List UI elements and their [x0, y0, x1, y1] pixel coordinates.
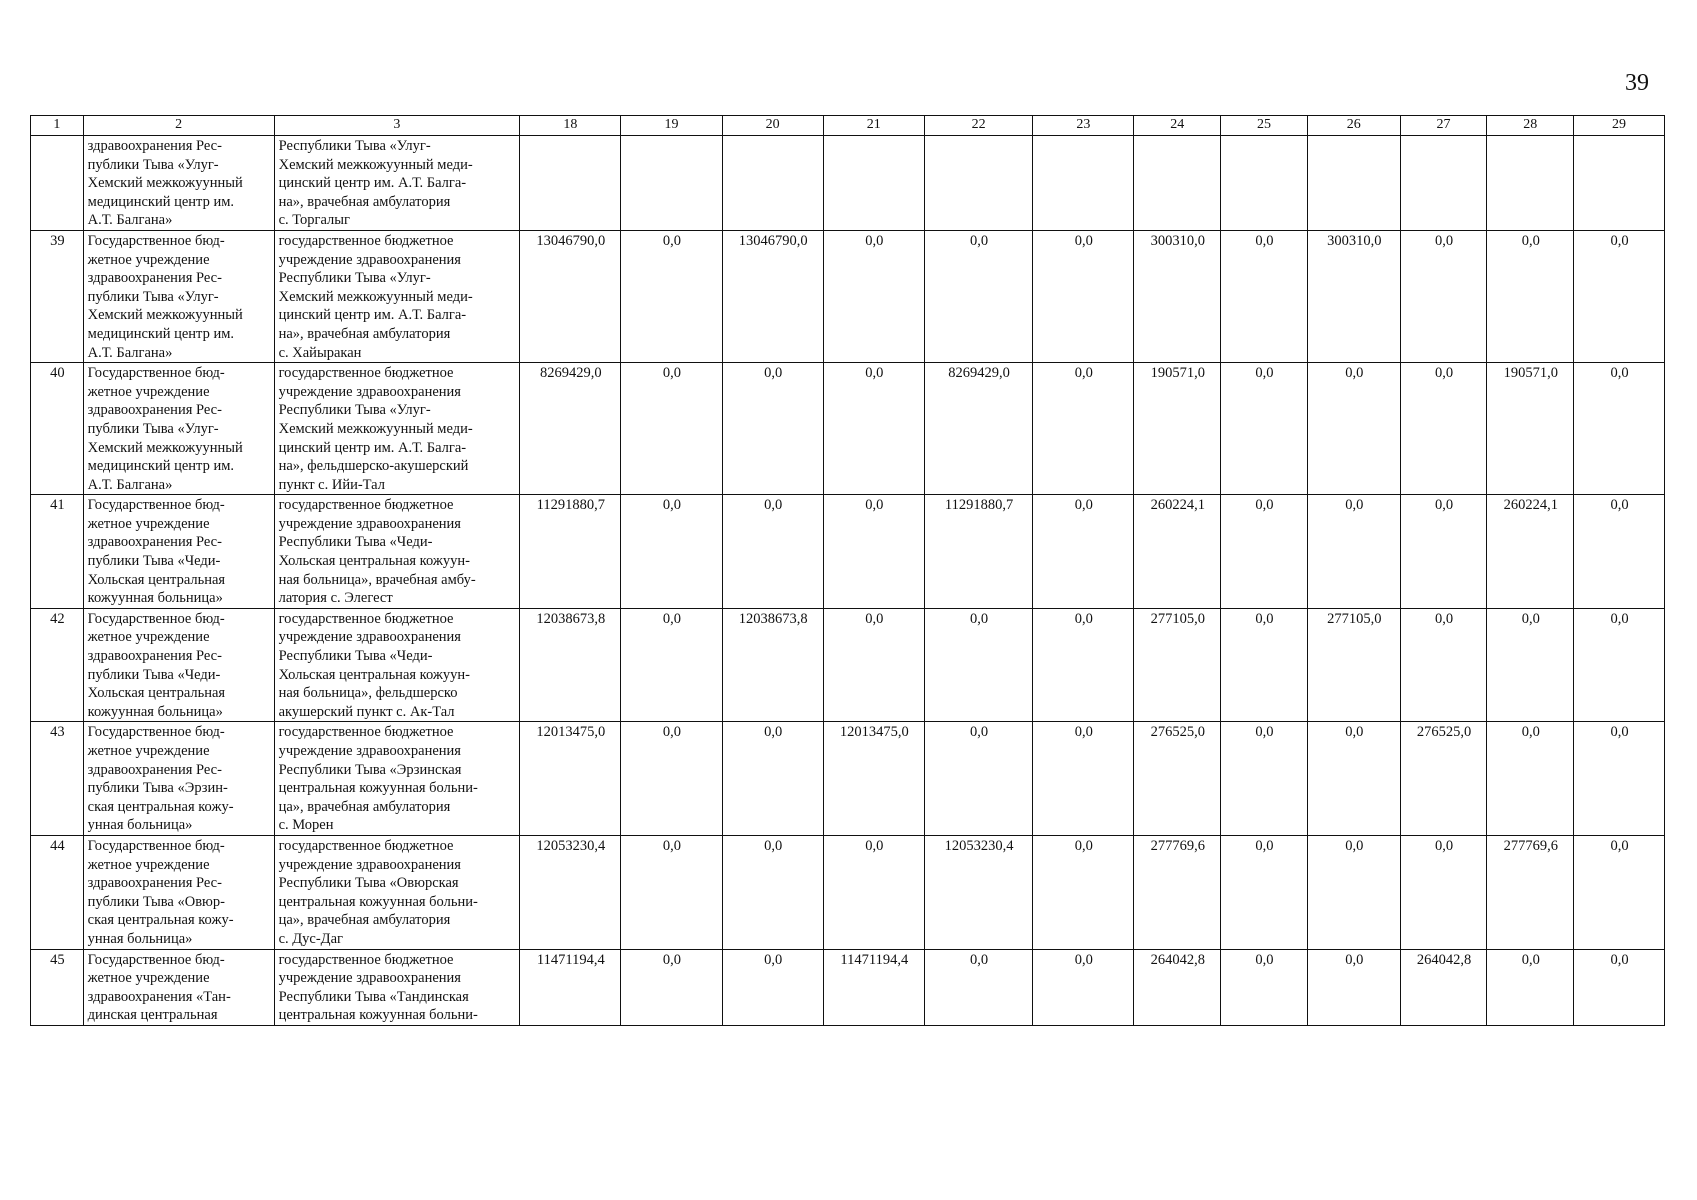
organization-cell: Государственное бюд- жетное учреждение здравоохранения Рес- публики Тыва «Чеди- Хольская центральная кожуунная больница» — [83, 495, 274, 609]
value-cell: 0,0 — [1400, 230, 1487, 362]
value-cell: 264042,8 — [1134, 949, 1221, 1025]
value-cell: 13046790,0 — [722, 230, 823, 362]
organization-cell: Государственное бюд- жетное учреждение здравоохранения Рес- публики Тыва «Улуг- Хемский межкожуунный медицинский центр им. А.Т. Балгана» — [83, 363, 274, 495]
value-cell: 300310,0 — [1134, 230, 1221, 362]
facility-cell: государственное бюджетное учреждение здравоохранения Республики Тыва «Овюрская центральная кожуунная больни- ца», врачебная амбулатория с. Дус-Даг — [274, 835, 520, 949]
column-header: 28 — [1487, 116, 1574, 136]
value-cell: 0,0 — [621, 608, 722, 722]
value-cell: 0,0 — [1487, 722, 1574, 836]
value-cell: 0,0 — [1400, 363, 1487, 495]
value-cell: 260224,1 — [1134, 495, 1221, 609]
column-header: 26 — [1307, 116, 1400, 136]
value-cell: 0,0 — [1221, 495, 1308, 609]
value-cell — [1033, 136, 1134, 231]
value-cell: 0,0 — [1574, 722, 1665, 836]
column-header: 29 — [1574, 116, 1665, 136]
column-header: 1 — [31, 116, 84, 136]
row-number-cell — [31, 136, 84, 231]
value-cell: 0,0 — [924, 608, 1032, 722]
value-cell: 0,0 — [1574, 835, 1665, 949]
value-cell: 0,0 — [722, 722, 823, 836]
value-cell: 0,0 — [621, 363, 722, 495]
column-header: 19 — [621, 116, 722, 136]
value-cell: 0,0 — [1221, 608, 1308, 722]
table-body — [31, 136, 1665, 1026]
table-row — [31, 835, 1665, 949]
column-header: 27 — [1400, 116, 1487, 136]
column-header: 23 — [1033, 116, 1134, 136]
value-cell: 0,0 — [621, 495, 722, 609]
facility-cell: государственное бюджетное учреждение здравоохранения Республики Тыва «Эрзинская центральная кожуунная больни- ца», врачебная амбулатория с. Морен — [274, 722, 520, 836]
value-cell: 277769,6 — [1487, 835, 1574, 949]
value-cell — [1134, 136, 1221, 231]
value-cell: 0,0 — [1033, 608, 1134, 722]
data-table — [30, 115, 1665, 1026]
value-cell: 0,0 — [1221, 230, 1308, 362]
organization-cell: Государственное бюд- жетное учреждение здравоохранения Рес- публики Тыва «Овюр- ская центральная кожу- унная больница» — [83, 835, 274, 949]
value-cell: 12038673,8 — [520, 608, 621, 722]
column-header: 18 — [520, 116, 621, 136]
column-header: 22 — [924, 116, 1032, 136]
value-cell: 0,0 — [1221, 949, 1308, 1025]
value-cell: 0,0 — [1307, 835, 1400, 949]
value-cell: 0,0 — [621, 230, 722, 362]
facility-cell: государственное бюджетное учреждение здравоохранения Республики Тыва «Улуг- Хемский межкожуунный меди- цинский центр им. А.Т. Балга- на», врачебная амбулатория с. Хайыракан — [274, 230, 520, 362]
value-cell — [722, 136, 823, 231]
column-header: 25 — [1221, 116, 1308, 136]
table-row — [31, 608, 1665, 722]
value-cell: 0,0 — [1574, 949, 1665, 1025]
column-header: 20 — [722, 116, 823, 136]
value-cell: 0,0 — [1307, 363, 1400, 495]
value-cell: 0,0 — [722, 363, 823, 495]
value-cell: 12013475,0 — [823, 722, 924, 836]
value-cell: 277105,0 — [1307, 608, 1400, 722]
value-cell: 0,0 — [1487, 230, 1574, 362]
value-cell: 0,0 — [722, 835, 823, 949]
value-cell: 0,0 — [1400, 495, 1487, 609]
value-cell: 13046790,0 — [520, 230, 621, 362]
value-cell: 12053230,4 — [520, 835, 621, 949]
value-cell: 276525,0 — [1134, 722, 1221, 836]
value-cell: 8269429,0 — [924, 363, 1032, 495]
value-cell: 8269429,0 — [520, 363, 621, 495]
value-cell: 11471194,4 — [520, 949, 621, 1025]
organization-cell: Государственное бюд- жетное учреждение здравоохранения Рес- публики Тыва «Чеди- Хольская центральная кожуунная больница» — [83, 608, 274, 722]
value-cell — [1574, 136, 1665, 231]
table-row — [31, 495, 1665, 609]
value-cell: 0,0 — [1221, 835, 1308, 949]
value-cell: 0,0 — [1033, 949, 1134, 1025]
value-cell: 0,0 — [621, 722, 722, 836]
value-cell: 276525,0 — [1400, 722, 1487, 836]
header-row — [31, 116, 1665, 136]
column-header: 2 — [83, 116, 274, 136]
organization-cell: Государственное бюд- жетное учреждение здравоохранения Рес- публики Тыва «Эрзин- ская центральная кожу- унная больница» — [83, 722, 274, 836]
value-cell: 0,0 — [924, 722, 1032, 836]
value-cell: 0,0 — [823, 835, 924, 949]
value-cell: 11291880,7 — [520, 495, 621, 609]
value-cell: 260224,1 — [1487, 495, 1574, 609]
row-number-cell: 41 — [31, 495, 84, 609]
value-cell: 0,0 — [1574, 495, 1665, 609]
value-cell: 0,0 — [1307, 495, 1400, 609]
value-cell: 0,0 — [823, 363, 924, 495]
column-header: 3 — [274, 116, 520, 136]
row-number-cell: 43 — [31, 722, 84, 836]
value-cell — [1221, 136, 1308, 231]
value-cell: 12038673,8 — [722, 608, 823, 722]
row-number-cell: 44 — [31, 835, 84, 949]
value-cell: 0,0 — [1221, 722, 1308, 836]
value-cell: 11471194,4 — [823, 949, 924, 1025]
facility-cell: государственное бюджетное учреждение здравоохранения Республики Тыва «Улуг- Хемский межкожуунный меди- цинский центр им. А.Т. Балга- на», фельдшерско-акушерский пункт с. Ийи-Тал — [274, 363, 520, 495]
value-cell: 0,0 — [823, 230, 924, 362]
column-header: 21 — [823, 116, 924, 136]
value-cell: 0,0 — [1307, 949, 1400, 1025]
value-cell: 0,0 — [1487, 608, 1574, 722]
value-cell: 0,0 — [1574, 608, 1665, 722]
value-cell: 0,0 — [1033, 363, 1134, 495]
facility-cell: государственное бюджетное учреждение здравоохранения Республики Тыва «Чеди- Хольская центральная кожуун- ная больница», врачебная амбу- латория с. Элегест — [274, 495, 520, 609]
row-number-cell: 40 — [31, 363, 84, 495]
value-cell: 264042,8 — [1400, 949, 1487, 1025]
value-cell: 0,0 — [924, 230, 1032, 362]
organization-cell: Государственное бюд- жетное учреждение здравоохранения «Тан- динская центральная — [83, 949, 274, 1025]
value-cell: 0,0 — [1033, 722, 1134, 836]
page-number: 39 — [1625, 70, 1649, 96]
facility-cell: Республики Тыва «Улуг- Хемский межкожуунный меди- цинский центр им. А.Т. Балга- на», врачебная амбулатория с. Торгалыг — [274, 136, 520, 231]
value-cell: 0,0 — [823, 495, 924, 609]
column-header: 24 — [1134, 116, 1221, 136]
value-cell: 0,0 — [924, 949, 1032, 1025]
value-cell: 277769,6 — [1134, 835, 1221, 949]
value-cell — [924, 136, 1032, 231]
value-cell: 190571,0 — [1134, 363, 1221, 495]
facility-cell: государственное бюджетное учреждение здравоохранения Республики Тыва «Чеди- Хольская центральная кожуун- ная больница», фельдшерско акушерский пункт с. Ак-Тал — [274, 608, 520, 722]
organization-cell: здравоохранения Рес- публики Тыва «Улуг- Хемский межкожуунный медицинский центр им. А.Т. Балгана» — [83, 136, 274, 231]
value-cell: 0,0 — [1033, 495, 1134, 609]
table-row — [31, 230, 1665, 362]
value-cell: 277105,0 — [1134, 608, 1221, 722]
table-row — [31, 949, 1665, 1025]
value-cell: 0,0 — [1033, 230, 1134, 362]
row-number-cell: 42 — [31, 608, 84, 722]
value-cell: 0,0 — [1487, 949, 1574, 1025]
value-cell: 12053230,4 — [924, 835, 1032, 949]
facility-cell: государственное бюджетное учреждение здравоохранения Республики Тыва «Тандинская центральная кожуунная больни- — [274, 949, 520, 1025]
value-cell: 0,0 — [722, 495, 823, 609]
value-cell: 0,0 — [1307, 722, 1400, 836]
table-row — [31, 363, 1665, 495]
value-cell: 11291880,7 — [924, 495, 1032, 609]
row-number-cell: 45 — [31, 949, 84, 1025]
value-cell: 0,0 — [1221, 363, 1308, 495]
table-row — [31, 722, 1665, 836]
value-cell: 0,0 — [621, 949, 722, 1025]
value-cell — [520, 136, 621, 231]
row-number-cell: 39 — [31, 230, 84, 362]
value-cell: 12013475,0 — [520, 722, 621, 836]
value-cell: 0,0 — [1574, 363, 1665, 495]
value-cell: 190571,0 — [1487, 363, 1574, 495]
organization-cell: Государственное бюд- жетное учреждение здравоохранения Рес- публики Тыва «Улуг- Хемский межкожуунный медицинский центр им. А.Т. Балгана» — [83, 230, 274, 362]
value-cell — [1487, 136, 1574, 231]
value-cell — [1400, 136, 1487, 231]
value-cell — [1307, 136, 1400, 231]
value-cell: 0,0 — [1574, 230, 1665, 362]
value-cell — [621, 136, 722, 231]
value-cell: 0,0 — [1400, 608, 1487, 722]
value-cell: 300310,0 — [1307, 230, 1400, 362]
value-cell: 0,0 — [621, 835, 722, 949]
value-cell: 0,0 — [823, 608, 924, 722]
table-row — [31, 136, 1665, 231]
value-cell: 0,0 — [722, 949, 823, 1025]
value-cell: 0,0 — [1400, 835, 1487, 949]
value-cell: 0,0 — [1033, 835, 1134, 949]
value-cell — [823, 136, 924, 231]
